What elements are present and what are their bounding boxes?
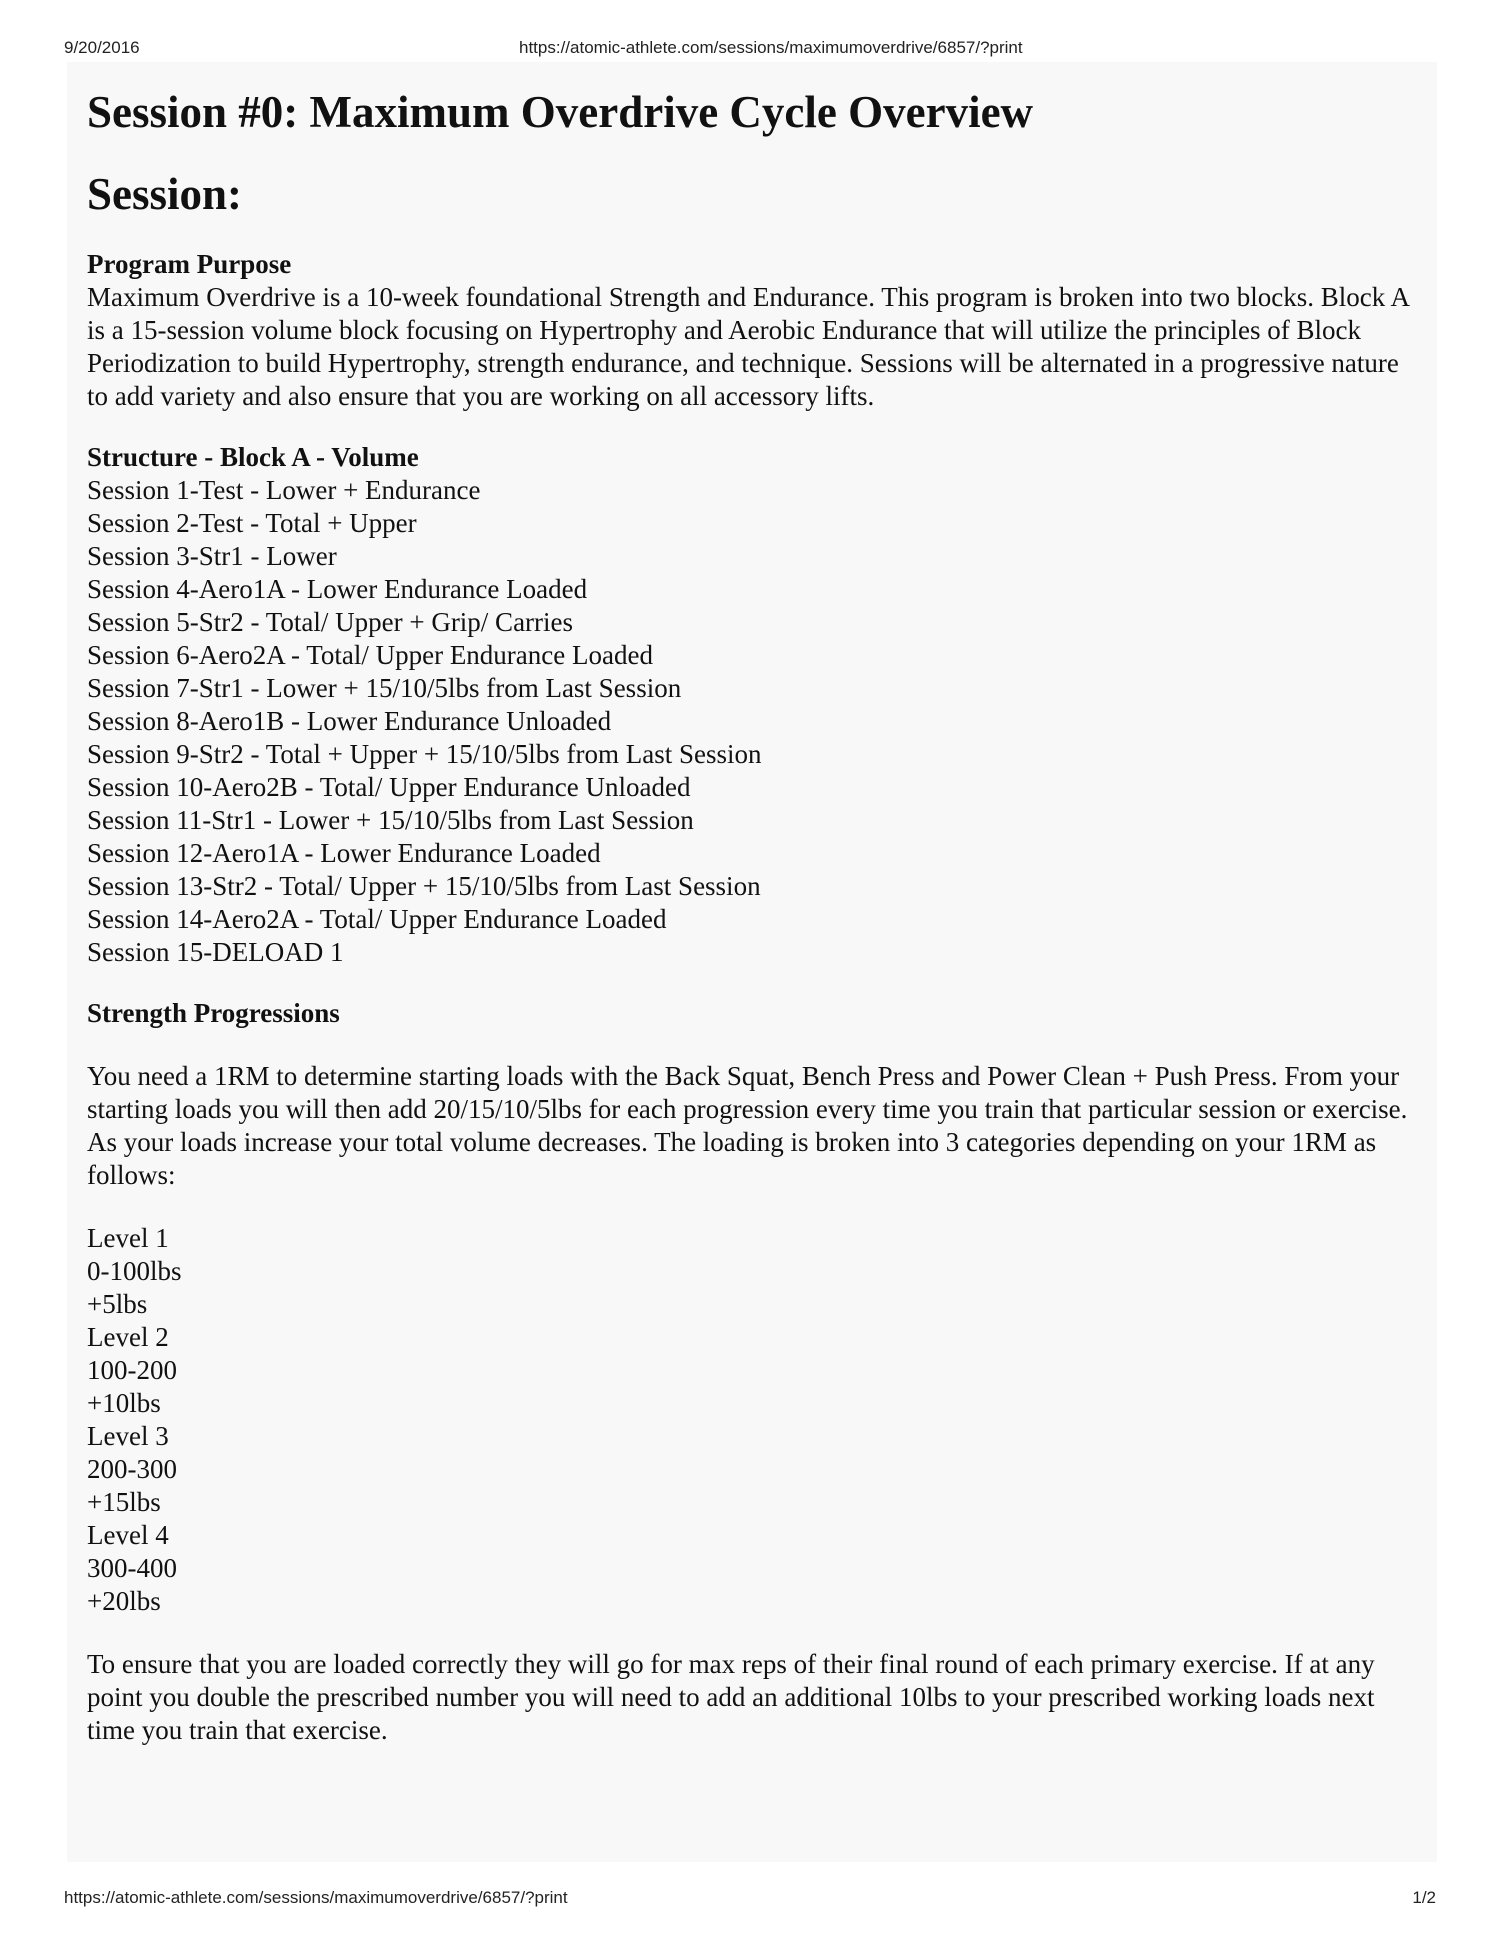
level-name: Level 2 <box>87 1322 169 1352</box>
session-list-item: Session 6-Aero2A - Total/ Upper Endurance Loaded <box>87 640 653 670</box>
print-footer-url: https://atomic-athlete.com/sessions/maximumoverdrive/6857/?print <box>64 1888 568 1907</box>
level-list <box>87 1222 1417 1618</box>
level-increment: +10lbs <box>87 1388 161 1418</box>
session-list-item: Session 11-Str1 - Lower + 15/10/5lbs from Last Session <box>87 805 694 835</box>
session-list-item: Session 15-DELOAD 1 <box>87 937 344 967</box>
structure-section <box>87 441 1417 969</box>
session-list-item: Session 12-Aero1A - Lower Endurance Loaded <box>87 838 601 868</box>
strength-progressions-heading: Strength Progressions <box>87 998 340 1028</box>
session-list-item: Session 7-Str1 - Lower + 15/10/5lbs from Last Session <box>87 673 682 703</box>
session-list-item: Session 13-Str2 - Total/ Upper + 15/10/5lbs from Last Session <box>87 871 761 901</box>
strength-progressions-intro: You need a 1RM to determine starting loads with the Back Squat, Bench Press and Power Clean + Push Press. From your starting loads you will then add 20/15/10/5lbs for each progression every time you train that particular session or exercise. As your loads increase your total volume decreases. The loading is broken into 3 categories depending on your 1RM as follows: <box>87 1061 1408 1190</box>
session-list-item: Session 4-Aero1A - Lower Endurance Loaded <box>87 574 588 604</box>
level-name: Level 4 <box>87 1520 169 1550</box>
level-range: 200-300 <box>87 1454 177 1484</box>
session-heading: Session: <box>87 169 243 219</box>
structure-heading: Structure - Block A - Volume <box>87 442 419 472</box>
session-list-item: Session 5-Str2 - Total/ Upper + Grip/ Carries <box>87 607 574 637</box>
session-list-item: Session 10-Aero2B - Total/ Upper Endurance Unloaded <box>87 772 691 802</box>
level-name: Level 1 <box>87 1223 169 1253</box>
print-header <box>64 38 1436 62</box>
program-purpose-text: Maximum Overdrive is a 10-week foundational Strength and Endurance. This program is broken into two blocks. Block A is a 15-session volume block focusing on Hypertrophy and Aerobic Endurance that will utilize the principles of Block Periodization to build Hypertrophy, strength endurance, and technique. Sessions will be alternated in a progressive nature to add variety and also ensure that you are working on all accessory lifts. <box>87 282 1409 411</box>
level-range: 300-400 <box>87 1553 177 1583</box>
program-purpose-heading: Program Purpose <box>87 249 292 279</box>
page-content <box>67 62 1437 1862</box>
print-header-url: https://atomic-athlete.com/sessions/maximumoverdrive/6857/?print <box>519 38 1023 57</box>
session-list-item: Session 14-Aero2A - Total/ Upper Endurance Loaded <box>87 904 667 934</box>
level-increment: +15lbs <box>87 1487 161 1517</box>
session-list <box>87 474 1417 969</box>
session-list-item: Session 3-Str1 - Lower <box>87 541 337 571</box>
page-title: Session #0: Maximum Overdrive Cycle Overview <box>87 87 1034 137</box>
session-list-item: Session 8-Aero1B - Lower Endurance Unloaded <box>87 706 612 736</box>
session-list-item: Session 1-Test - Lower + Endurance <box>87 475 481 505</box>
session-list-item: Session 2-Test - Total + Upper <box>87 508 417 538</box>
strength-progressions-section <box>87 997 1417 1747</box>
level-range: 100-200 <box>87 1355 177 1385</box>
article <box>87 62 1417 1747</box>
strength-progressions-closing: To ensure that you are loaded correctly they will go for max reps of their final round of each primary exercise. If at any point you double the prescribed number you will need to add an additional 10lbs to your prescribed working loads next time you train that exercise. <box>87 1649 1375 1745</box>
session-list-item: Session 9-Str2 - Total + Upper + 15/10/5lbs from Last Session <box>87 739 762 769</box>
print-date: 9/20/2016 <box>64 38 140 57</box>
level-increment: +20lbs <box>87 1586 161 1616</box>
level-name: Level 3 <box>87 1421 169 1451</box>
program-purpose-section <box>87 248 1417 413</box>
print-footer <box>64 1888 1436 1912</box>
level-range: 0-100lbs <box>87 1256 182 1286</box>
level-increment: +5lbs <box>87 1289 148 1319</box>
page-number: 1/2 <box>1412 1888 1436 1907</box>
